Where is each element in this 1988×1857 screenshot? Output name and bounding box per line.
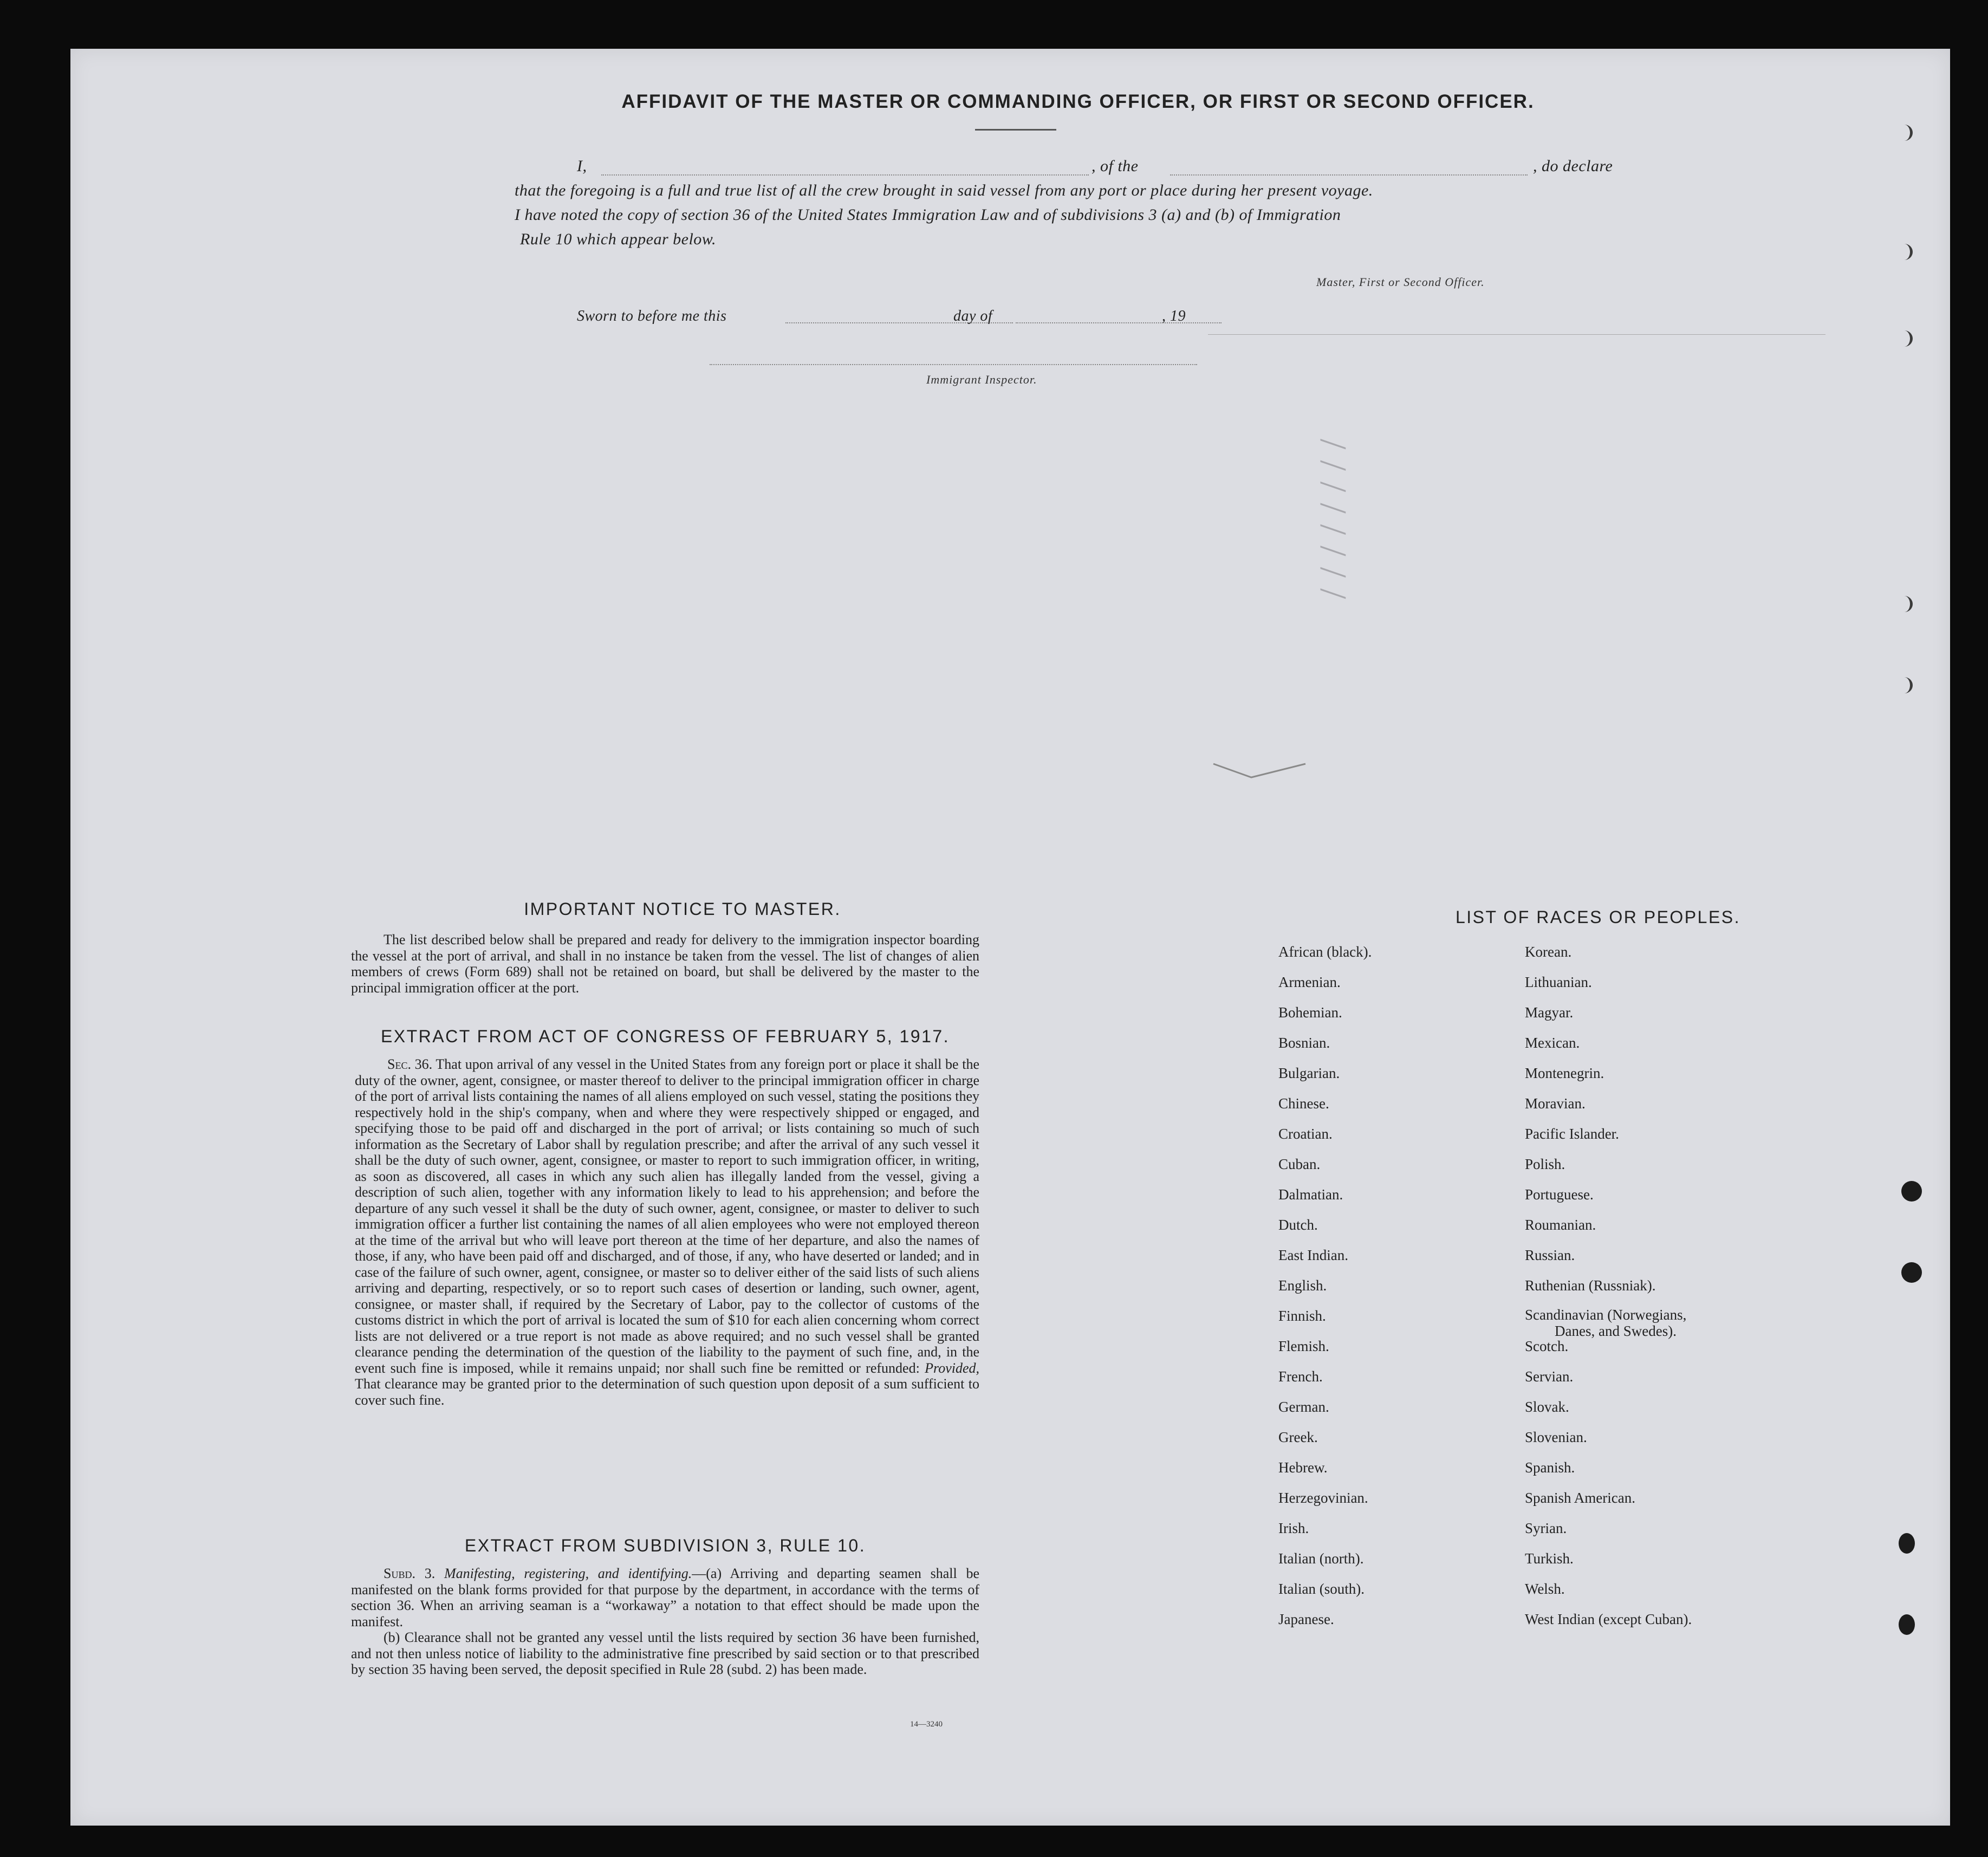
- subd-title: Manifesting, registering, and identifying.: [444, 1566, 692, 1581]
- pencil-tally-marks: ////////: [1312, 439, 1354, 610]
- vessel-blank-line: [1170, 174, 1528, 176]
- act-text: [355, 1056, 979, 1408]
- race-item: Bulgarian.: [1278, 1065, 1340, 1081]
- rule-heading: EXTRACT FROM SUBDIVISION 3, RULE 10.: [464, 1536, 866, 1555]
- race-item: Turkish.: [1525, 1550, 1574, 1567]
- race-item: Italian (north).: [1278, 1550, 1364, 1567]
- race-item: Scandinavian (Norwegians,: [1525, 1307, 1687, 1323]
- notice-heading: IMPORTANT NOTICE TO MASTER.: [524, 899, 841, 919]
- race-item: Servian.: [1525, 1368, 1574, 1385]
- form-number: 14—3240: [910, 1720, 943, 1729]
- race-item: Scotch.: [1525, 1338, 1569, 1354]
- race-item: Magyar.: [1525, 1004, 1574, 1021]
- race-item: Syrian.: [1525, 1520, 1567, 1536]
- races-heading: LIST OF RACES OR PEOPLES.: [1455, 907, 1741, 927]
- subd-b-text: (b) Clearance shall not be granted any vessel until the lists required by section 36 have been furnished, and not then unless notice of liability to the administrative fine prescribed by said section or to that prescribed by section 35 having been served, the deposit specified in Rule 28 (subd. 2) has been made.: [351, 1629, 979, 1677]
- race-item: Russian.: [1525, 1247, 1575, 1263]
- binder-hole: [1901, 1181, 1922, 1202]
- race-item: Slovak.: [1525, 1399, 1569, 1415]
- race-item: Slovenian.: [1525, 1429, 1587, 1445]
- race-item: Lithuanian.: [1525, 974, 1592, 990]
- race-item: Moravian.: [1525, 1095, 1586, 1112]
- race-item: Cuban.: [1278, 1156, 1321, 1172]
- notice-text: [351, 932, 979, 996]
- affidavit-i: I,: [577, 157, 587, 175]
- race-item: Ruthenian (Russniak).: [1525, 1277, 1656, 1294]
- race-item: Flemish.: [1278, 1338, 1329, 1354]
- notice-paragraph: The list described below shall be prepared and ready for delivery to the immigration inspector boarding the vessel at the port of arrival, and shall in no instance be taken from the vessel. The list of changes of alien members of crews (Form 689) shall not be retained on board, but shall be delivered by the master to the principal immigration officer at the port.: [351, 932, 979, 996]
- binder-hole: [1899, 1614, 1915, 1635]
- affidavit-line-4: Rule 10 which appear below.: [520, 230, 717, 248]
- race-item: Mexican.: [1525, 1035, 1580, 1051]
- binder-hole: [1901, 1262, 1922, 1283]
- affidavit-of-the: , of the: [1092, 157, 1139, 175]
- race-item: Finnish.: [1278, 1308, 1326, 1324]
- race-item: English.: [1278, 1277, 1327, 1294]
- race-item-continuation: Danes, and Swedes).: [1555, 1323, 1677, 1339]
- race-item: Montenegrin.: [1525, 1065, 1604, 1081]
- name-blank-line: [601, 174, 1089, 176]
- year-text: , 19: [1162, 308, 1186, 324]
- act-heading: EXTRACT FROM ACT OF CONGRESS OF FEBRUARY 5, 1917.: [380, 1027, 950, 1046]
- race-item: Japanese.: [1278, 1611, 1334, 1627]
- race-item: African (black).: [1278, 944, 1372, 960]
- affidavit-declare: , do declare: [1533, 157, 1613, 175]
- affidavit-line-2: that the foregoing is a full and true list of all the crew brought in said vessel from any port or place during her present voyage.: [515, 181, 1373, 199]
- race-item: Bohemian.: [1278, 1004, 1342, 1021]
- race-item: Irish.: [1278, 1520, 1309, 1536]
- section-body: That upon arrival of any vessel in the United States from any foreign port or place it shall be the duty of the owner, agent, consignee, or master thereof to deliver to the principal immigration officer in charge of the port of arrival lists containing the names of all aliens employed on such vessel, stating the positions they respectively hold in the ship's company, when and where they were respectively shipped or engaged, and specifying those to be paid off and discharged in the port of arrival; or lists containing so much of such information as the Secretary of Labor shall by regulation prescribe; and after the arrival of any such vessel it shall be the duty of such owner, agent, consignee, or master to report to such immigration officer, in writing, as soon as discovered, all cases in which any such alien has illegally landed from the vessel, giving a description of such alien, together with any information likely to lead to his apprehension; and before the departure of any such vessel it shall be the duty of such owner, agent, consignee, or master to deliver to such immigration officer a further list containing the names of all alien employees who were not employed thereon at the time of the arrival but who will leave port thereon at the time of her departure, and also the names of those, if any, who have been paid off and discharged, and of those, if any, who have deserted or landed; and in case of the failure of such owner, agent, consignee, or master so to deliver either of the said lists of such aliens arriving and departing, respectively, or so to report such cases of desertion or landing, such owner, agent, consignee, or master shall, if required by the Secretary of Labor, pay to the collector of customs of the customs district in which the port of arrival is located the sum of $10 for each alien concerning whom correct lists are not delivered or a true report is not made as above required; and no such vessel shall be granted clearance pending the determination of the question of the liability to the payment of such fine, and, in the event such fine is imposed, while it remains unpaid; nor shall such fine be remitted or refunded:: [355, 1056, 980, 1376]
- rule-text: [351, 1566, 979, 1678]
- binder-hole: [1896, 330, 1913, 347]
- title-rule: [975, 129, 1056, 131]
- binder-hole: [1896, 244, 1913, 260]
- race-item: German.: [1278, 1399, 1329, 1415]
- race-item: Spanish.: [1525, 1459, 1575, 1476]
- binder-hole: [1896, 677, 1913, 693]
- section-label: Sec. 36.: [387, 1056, 433, 1072]
- race-item: Korean.: [1525, 944, 1572, 960]
- signature-line: [1208, 334, 1825, 335]
- race-item: Welsh.: [1525, 1581, 1565, 1597]
- subd-a-text: —(a) Arriving and departing seamen shall be manifested on the blank forms provided for that purpose by the department, in accordance with the terms of section 36. When an arriving seaman is a “workaway” a notation to that effect should be made upon the manifest.: [351, 1566, 980, 1629]
- month-line: [1016, 322, 1222, 323]
- race-item: Dalmatian.: [1278, 1186, 1343, 1203]
- race-item: Polish.: [1525, 1156, 1565, 1172]
- race-item: West Indian (except Cuban).: [1525, 1611, 1692, 1627]
- pencil-check-mark: [1208, 753, 1316, 785]
- subd-label: Subd. 3.: [384, 1566, 436, 1581]
- race-item: Herzegovinian.: [1278, 1490, 1368, 1506]
- provided-word: Provided,: [925, 1360, 979, 1376]
- document-page: [70, 49, 1950, 1826]
- section-tail: That clearance may be granted prior to the determination of such question upon deposit of a sum sufficient to cover such fine.: [355, 1376, 979, 1408]
- race-item: Pacific Islander.: [1525, 1126, 1619, 1142]
- race-item: Chinese.: [1278, 1095, 1329, 1112]
- race-item: Portuguese.: [1525, 1186, 1594, 1203]
- race-item: French.: [1278, 1368, 1323, 1385]
- binder-hole: [1896, 125, 1913, 141]
- inspector-line: [710, 364, 1197, 365]
- sworn-text: Sworn to before me this: [577, 308, 727, 324]
- race-item: Spanish American.: [1525, 1490, 1635, 1506]
- race-item: Dutch.: [1278, 1217, 1318, 1233]
- day-of-text: day of: [953, 308, 993, 324]
- race-item: Greek.: [1278, 1429, 1318, 1445]
- affidavit-title: AFFIDAVIT OF THE MASTER OR COMMANDING OFFICER, OR FIRST OR SECOND OFFICER.: [621, 91, 1535, 112]
- race-item: Roumanian.: [1525, 1217, 1596, 1233]
- race-item: Hebrew.: [1278, 1459, 1328, 1476]
- race-item: Croatian.: [1278, 1126, 1333, 1142]
- race-item: East Indian.: [1278, 1247, 1348, 1263]
- inspector-caption: Immigrant Inspector.: [926, 373, 1037, 386]
- race-item: Italian (south).: [1278, 1581, 1365, 1597]
- race-item: Bosnian.: [1278, 1035, 1330, 1051]
- binder-hole: [1896, 596, 1913, 612]
- race-item: Armenian.: [1278, 974, 1341, 990]
- master-caption: Master, First or Second Officer.: [1316, 275, 1485, 289]
- binder-hole: [1899, 1533, 1915, 1554]
- affidavit-line-3: I have noted the copy of section 36 of the United States Immigration Law and of subdivisions 3 (a) and (b) of Immigration: [515, 206, 1341, 224]
